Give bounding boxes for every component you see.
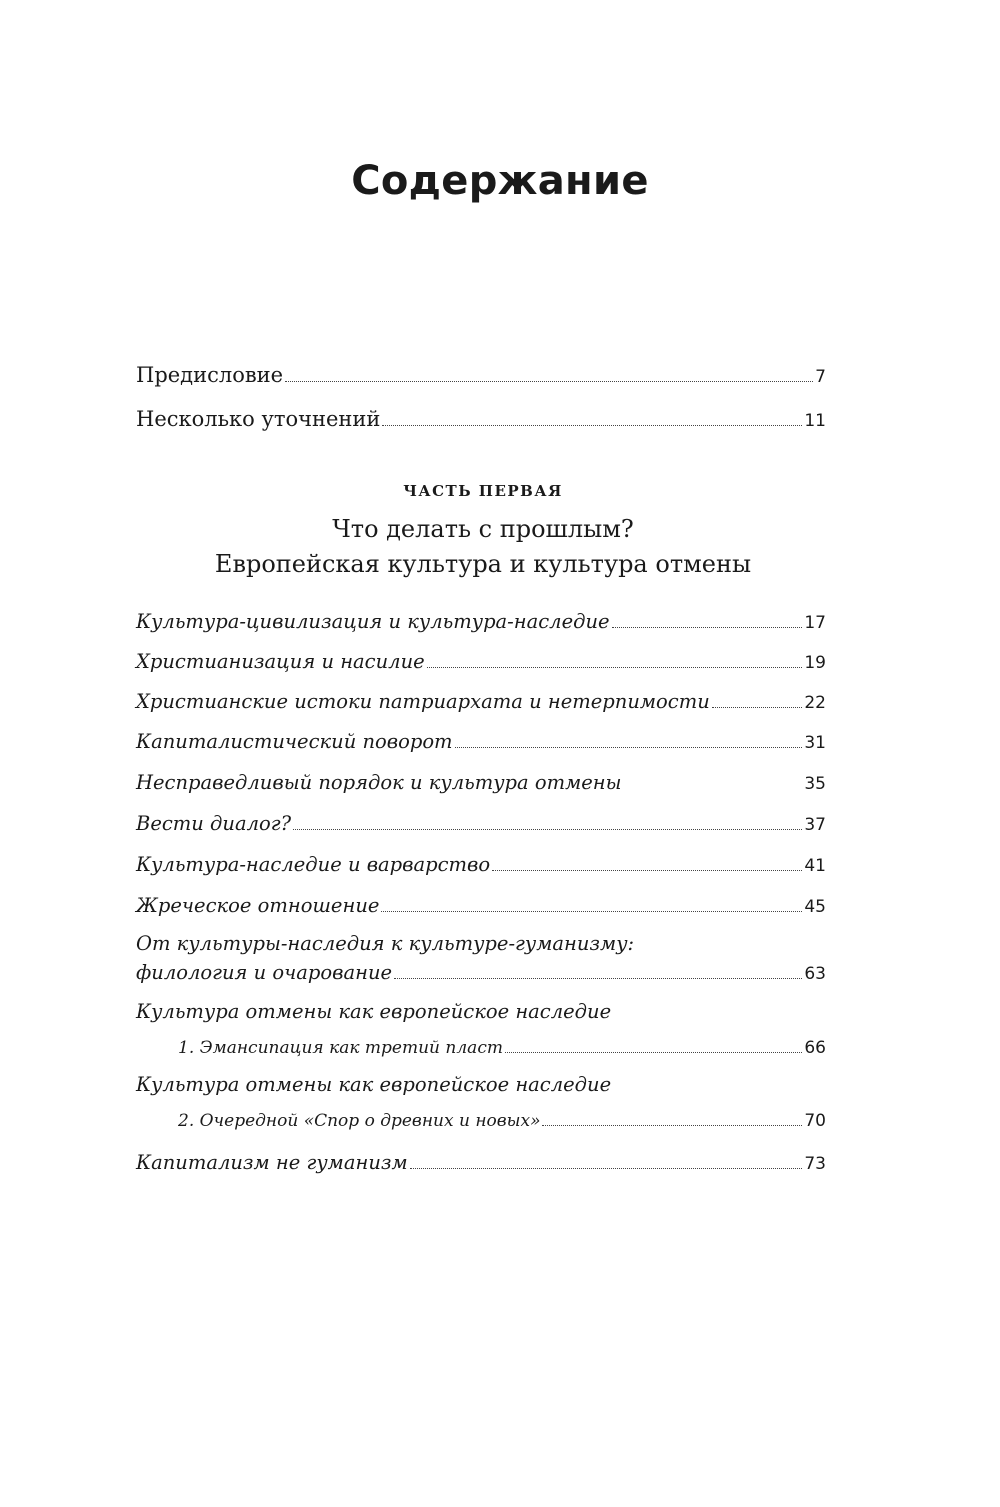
dot-leader [455,747,803,748]
dot-leader [381,911,802,912]
dot-leader [382,425,802,426]
part-label: ЧАСТЬ ПЕРВАЯ [403,482,563,500]
toc-entry-title: Несправедливый порядок и культура отмены [136,771,622,794]
dot-leader [285,381,813,382]
dot-leader [427,667,803,668]
dot-leader [612,627,803,628]
dot-leader [712,707,803,708]
dot-leader [492,870,802,871]
dot-leader [542,1125,802,1126]
toc-entry[interactable] [136,852,826,879]
toc-page-number: 70 [804,1111,826,1131]
page-title: Содержание [351,158,649,204]
toc-page-number: 35 [804,774,826,794]
toc-entry-preface[interactable] [136,362,826,390]
toc-entry-title: Культура-цивилизация и культура-наследие [136,610,610,633]
toc-entry[interactable] [136,770,826,797]
toc-entry[interactable] [136,893,826,920]
toc-entry[interactable] [136,960,826,987]
toc-entry-title: Жреческое отношение [136,894,380,917]
toc-page-number: 7 [815,367,826,387]
toc-page-number: 45 [804,897,826,917]
toc-subentry[interactable] [178,1108,826,1134]
toc-page-number: 73 [804,1154,826,1174]
toc-entry-title-line1: От культуры-наследия к культуре-гуманизму: [136,932,635,955]
toc-subentry-title: 1. Эмансипация как третий пласт [178,1038,503,1058]
toc-entry-title: Культура отмены как европейское наследие [136,1073,612,1096]
toc-entry-title: Предисловие [136,363,284,387]
toc-page-number: 19 [804,653,826,673]
toc-entry-title: Вести диалог? [136,812,292,835]
dot-leader [394,978,802,979]
dot-leader [505,1052,802,1053]
toc-page-number: 41 [804,856,826,876]
toc-entry-title: Капитализм не гуманизм [136,1151,408,1174]
toc-page-number: 66 [804,1038,826,1058]
toc-entry[interactable] [136,689,826,716]
toc-entry[interactable] [136,649,826,676]
toc-subentry-title: 2. Очередной «Спор о древних и новых» [178,1111,541,1131]
toc-page-number: 37 [804,815,826,835]
toc-entry-title: Культура-наследие и варварство [136,853,491,876]
toc-entry-title: Христианизация и насилие [136,650,425,673]
toc-entry[interactable] [136,811,826,838]
toc-entry-title: Культура отмены как европейское наследие [136,1000,612,1023]
part-title-line2: Европейская культура и культура отмены [214,550,752,578]
toc-page-number: 31 [804,733,826,753]
toc-entry-title: Капиталистический поворот [136,730,453,753]
toc-entry-title: Несколько уточнений [136,407,381,431]
toc-page-number: 17 [804,613,826,633]
dot-leader [410,1168,803,1169]
part-title-line1: Что делать с прошлым? [332,515,634,543]
toc-page-number: 22 [804,693,826,713]
toc-entry[interactable] [136,1150,826,1177]
toc-entry[interactable] [136,729,826,756]
toc-entry-title: Христианские истоки патриархата и нетерпимости [136,690,710,713]
toc-entry-title: филология и очарование [136,961,393,984]
toc-subentry[interactable] [178,1035,826,1061]
toc-entry[interactable] [136,609,826,636]
toc-page-number: 11 [804,411,826,431]
toc-entry-clarifications[interactable] [136,406,826,434]
toc-page-number: 63 [804,964,826,984]
dot-leader [293,829,802,830]
